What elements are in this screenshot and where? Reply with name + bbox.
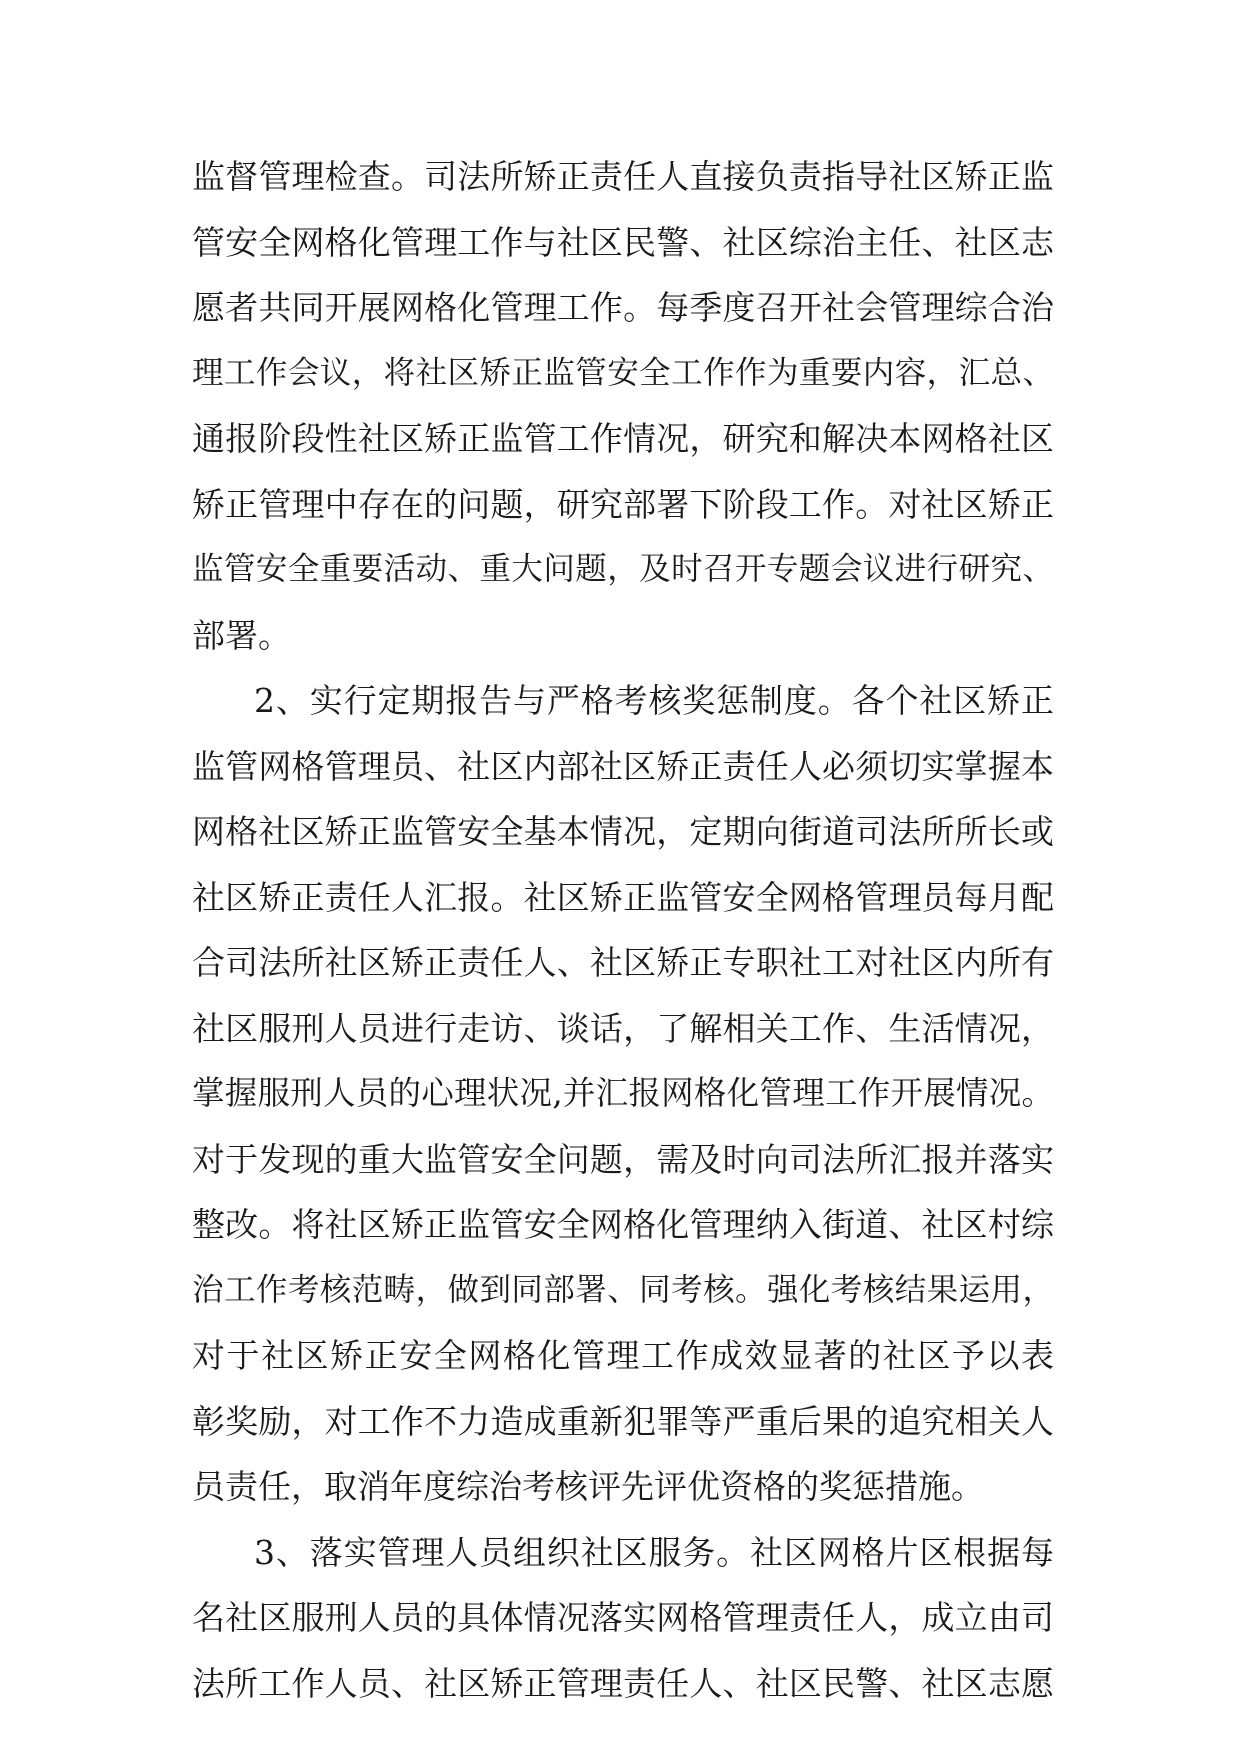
text-line: 法所工作人员、社区矫正管理责任人、社区民警、社区志愿 xyxy=(192,1663,1054,1703)
text-line: 监督管理检查。司法所矫正责任人直接负责指导社区矫正监 xyxy=(192,157,1054,196)
document-body xyxy=(192,144,1054,1716)
text-line: 部署。 xyxy=(192,615,291,655)
text-line: 治工作考核范畴，做到同部署、同考核。强化考核结果运用， xyxy=(192,1271,1054,1308)
text-line: 整改。将社区矫正监管安全网格化管理纳入街道、社区村综 xyxy=(192,1205,1054,1244)
text-line: 彰奖励，对工作不力造成重新犯罪等严重后果的追究相关人 xyxy=(192,1401,1054,1441)
text-line: 对于发现的重大监管安全问题，需及时向司法所汇报并落实 xyxy=(192,1139,1054,1179)
text-line: 社区矫正责任人汇报。社区矫正监管安全网格管理员每月配 xyxy=(192,877,1054,917)
text-line: 通报阶段性社区矫正监管工作情况，研究和解决本网格社区 xyxy=(192,419,1054,458)
text-line: 监管网格管理员、社区内部社区矫正责任人必须切实掌握本 xyxy=(192,746,1054,786)
text-line: 名社区服刑人员的具体情况落实网格管理责任人，成立由司 xyxy=(192,1598,1054,1637)
text-line: 2、实行定期报告与严格考核奖惩制度。各个社区矫正 xyxy=(254,681,1054,720)
text-line: 监管安全重要活动、重大问题，及时召开专题会议进行研究、 xyxy=(192,551,1054,587)
text-line: 掌握服刑人员的心理状况,并汇报网格化管理工作开展情况。 xyxy=(192,1074,1054,1112)
text-line: 员责任，取消年度综治考核评先评优资格的奖惩措施。 xyxy=(192,1467,984,1506)
text-line: 网格社区矫正监管安全基本情况，定期向街道司法所所长或 xyxy=(192,812,1054,851)
text-line: 3、落实管理人员组织社区服务。社区网格片区根据每 xyxy=(254,1532,1054,1572)
text-line: 理工作会议，将社区矫正监管安全工作作为重要内容，汇总、 xyxy=(192,354,1054,391)
text-line: 对于社区矫正安全网格化管理工作成效显著的社区予以表 xyxy=(192,1336,1054,1375)
text-line: 愿者共同开展网格化管理工作。每季度召开社会管理综合治 xyxy=(192,288,1054,327)
text-line: 合司法所社区矫正责任人、社区矫正专职社工对社区内所有 xyxy=(192,943,1054,982)
text-line: 管安全网格化管理工作与社区民警、社区综治主任、社区志 xyxy=(192,222,1054,262)
text-line: 矫正管理中存在的问题，研究部署下阶段工作。对社区矫正 xyxy=(192,484,1054,524)
text-line: 社区服刑人员进行走访、谈话，了解相关工作、生活情况， xyxy=(192,1008,1054,1048)
